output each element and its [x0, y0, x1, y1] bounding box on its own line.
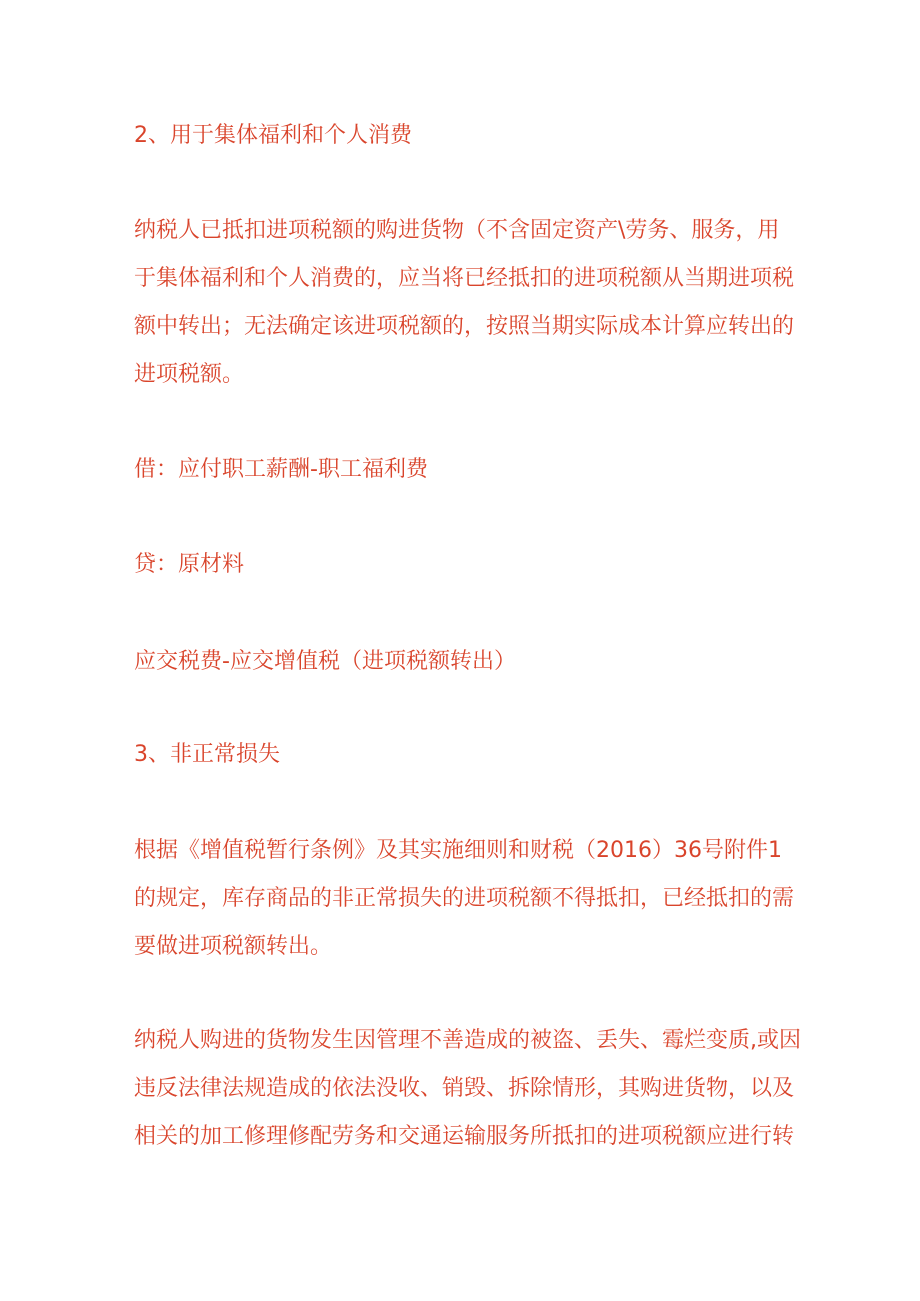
paragraph-2-line: 根据《增值税暂行条例》及其实施细则和财税（2016）36号附件1 — [134, 838, 782, 863]
paragraph-1-line: 进项税额。 — [134, 362, 245, 387]
paragraph-1-line: 于集体福利和个人消费的，应当将已经抵扣的进项税额从当期进项税 — [134, 266, 795, 291]
heading-2 — [134, 112, 794, 160]
entry-credit-2 — [134, 638, 794, 686]
paragraph-1 — [134, 207, 794, 399]
paragraph-3-line: 纳税人购进的货物发生因管理不善造成的被盗、丢失、霉烂变质,或因 — [134, 1028, 801, 1053]
paragraph-3-line: 相关的加工修理修配劳务和交通运输服务所抵扣的进项税额应进行转 — [134, 1124, 795, 1149]
paragraph-2-line: 的规定，库存商品的非正常损失的进项税额不得抵扣，已经抵扣的需 — [134, 886, 795, 911]
paragraph-2-line: 要做进项税额转出。 — [134, 934, 333, 959]
entry-credit-2-text: 应交税费-应交增值税（进项税额转出） — [134, 649, 516, 674]
paragraph-1-line: 额中转出；无法确定该进项税额的，按照当期实际成本计算应转出的 — [134, 314, 795, 339]
paragraph-3 — [134, 1017, 801, 1161]
entry-credit — [134, 541, 794, 589]
paragraph-1-line: 纳税人已抵扣进项税额的购进货物（不含固定资产\劳务、服务，用 — [134, 218, 780, 243]
heading-2-text: 2、用于集体福利和个人消费 — [134, 123, 412, 148]
entry-debit — [134, 446, 794, 494]
entry-debit-text: 借：应付职工薪酬-职工福利费 — [134, 457, 428, 482]
paragraph-3-line: 违反法律法规造成的依法没收、销毁、拆除情形，其购进货物，以及 — [134, 1076, 795, 1101]
heading-3 — [134, 731, 794, 779]
heading-3-text: 3、非正常损失 — [134, 742, 280, 767]
entry-credit-text: 贷：原材料 — [134, 552, 245, 577]
paragraph-2 — [134, 827, 794, 971]
